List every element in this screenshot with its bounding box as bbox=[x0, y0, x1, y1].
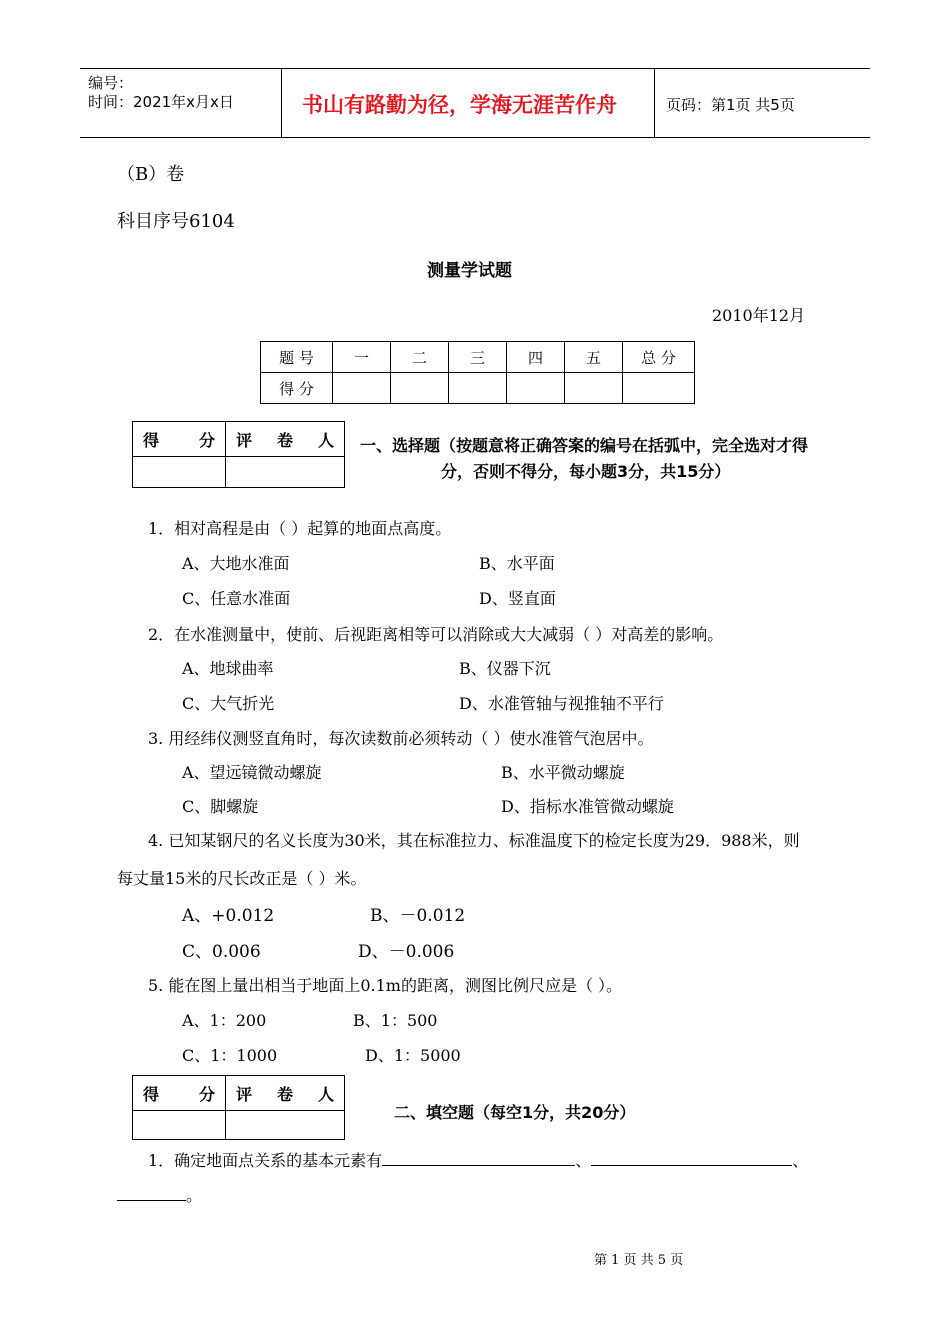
score-cell[interactable] bbox=[623, 373, 695, 404]
fill-question-1-text: 1．确定地面点关系的基本元素有 bbox=[148, 1151, 383, 1170]
q4-option-a: A、+0.012 bbox=[182, 906, 275, 926]
score-cell[interactable] bbox=[391, 373, 449, 404]
score-header-cell: 二 bbox=[391, 342, 449, 373]
page-header bbox=[80, 68, 870, 138]
end-mark: 。 bbox=[186, 1186, 203, 1205]
answer-blank[interactable] bbox=[117, 1184, 186, 1201]
q1-option-d: D、竖直面 bbox=[479, 589, 556, 608]
q5-option-b: B、1：500 bbox=[353, 1011, 438, 1030]
exam-title: 测量学试题 bbox=[427, 261, 512, 281]
score-label: 得 分 bbox=[133, 1076, 226, 1111]
question-3: 3. 用经纬仪测竖直角时，每次读数前必须转动（ ）使水准管气泡居中。 bbox=[148, 729, 654, 748]
score-header-cell: 四 bbox=[507, 342, 565, 373]
doc-date: 时间：2021年x月x日 bbox=[88, 93, 234, 111]
score-cell[interactable] bbox=[565, 373, 623, 404]
q1-option-a: A、大地水准面 bbox=[182, 554, 290, 573]
fill-question-1-cont bbox=[117, 1183, 202, 1206]
section1-title: 一、选择题（按题意将正确答案的编号在括弧中，完全选对才得 bbox=[360, 436, 809, 455]
subject-number: 科目序号6104 bbox=[117, 211, 235, 232]
header-page-info: 页码：第1页 共5页 bbox=[666, 96, 795, 114]
question-4: 4. 已知某钢尺的名义长度为30米，其在标准拉力、标准温度下的检定长度为29．988米，则 bbox=[148, 831, 800, 850]
section1-title-line2: 分，否则不得分，每小题3分，共15分） bbox=[441, 462, 731, 481]
question-2: 2．在水准测量中，使前、后视距离相等可以消除或大大减弱（ ）对高差的影响。 bbox=[148, 625, 724, 644]
separator: 、 bbox=[575, 1151, 592, 1170]
score-table bbox=[260, 341, 695, 404]
answer-blank[interactable] bbox=[382, 1149, 575, 1166]
score-row-label: 得 分 bbox=[261, 373, 333, 404]
score-entry[interactable] bbox=[133, 1111, 226, 1140]
score-cell[interactable] bbox=[507, 373, 565, 404]
score-label: 得 分 bbox=[133, 422, 226, 457]
grader-box-1 bbox=[132, 421, 345, 488]
q2-option-c: C、大气折光 bbox=[182, 694, 275, 713]
q1-option-c: C、任意水准面 bbox=[182, 589, 291, 608]
reviewer-entry[interactable] bbox=[226, 1111, 345, 1140]
q3-option-d: D、指标水准管微动螺旋 bbox=[501, 797, 674, 816]
score-cell[interactable] bbox=[449, 373, 507, 404]
separator: 、 bbox=[792, 1151, 809, 1170]
q4-option-d: D、－0.006 bbox=[358, 942, 455, 962]
q5-option-d: D、1：5000 bbox=[365, 1046, 461, 1065]
reviewer-label: 评 卷 人 bbox=[226, 422, 345, 457]
fill-question-1 bbox=[148, 1148, 808, 1171]
q2-option-b: B、仪器下沉 bbox=[459, 659, 551, 678]
doc-number: 编号： bbox=[88, 74, 134, 92]
exam-date: 2010年12月 bbox=[712, 306, 806, 325]
reviewer-entry[interactable] bbox=[226, 457, 345, 488]
header-motto: 书山有路勤为径，学海无涯苦作舟 bbox=[302, 93, 617, 117]
q2-option-d: D、水准管轴与视推轴不平行 bbox=[459, 694, 664, 713]
score-header-cell: 五 bbox=[565, 342, 623, 373]
question-4-cont: 每丈量15米的尺长改正是（ ）米。 bbox=[117, 869, 367, 888]
q4-option-b: B、－0.012 bbox=[370, 906, 466, 926]
section2-title: 二、填空题（每空1分，共20分） bbox=[394, 1103, 636, 1122]
score-cell[interactable] bbox=[333, 373, 391, 404]
reviewer-label: 评 卷 人 bbox=[226, 1076, 345, 1111]
header-divider bbox=[654, 69, 655, 137]
score-entry[interactable] bbox=[133, 457, 226, 488]
q3-option-a: A、望远镜微动螺旋 bbox=[182, 763, 322, 782]
paper-version: （B）卷 bbox=[117, 164, 185, 185]
q2-option-a: A、地球曲率 bbox=[182, 659, 274, 678]
question-5: 5. 能在图上量出相当于地面上0.1m的距离，测图比例尺应是（ ）。 bbox=[148, 976, 623, 995]
grader-box-2 bbox=[132, 1075, 345, 1140]
header-divider bbox=[281, 69, 282, 137]
q3-option-b: B、水平微动螺旋 bbox=[501, 763, 625, 782]
q4-option-c: C、0.006 bbox=[182, 942, 261, 962]
q3-option-c: C、脚螺旋 bbox=[182, 797, 259, 816]
score-header-cell: 总 分 bbox=[623, 342, 695, 373]
question-1: 1．相对高程是由（ ）起算的地面点高度。 bbox=[148, 519, 452, 538]
q5-option-c: C、1：1000 bbox=[182, 1046, 278, 1065]
score-header-cell: 题 号 bbox=[261, 342, 333, 373]
page-footer: 第 1 页 共 5 页 bbox=[594, 1253, 684, 1268]
q5-option-a: A、1：200 bbox=[182, 1011, 267, 1030]
q1-option-b: B、水平面 bbox=[479, 554, 555, 573]
answer-blank[interactable] bbox=[591, 1149, 792, 1166]
score-header-cell: 一 bbox=[333, 342, 391, 373]
score-header-cell: 三 bbox=[449, 342, 507, 373]
